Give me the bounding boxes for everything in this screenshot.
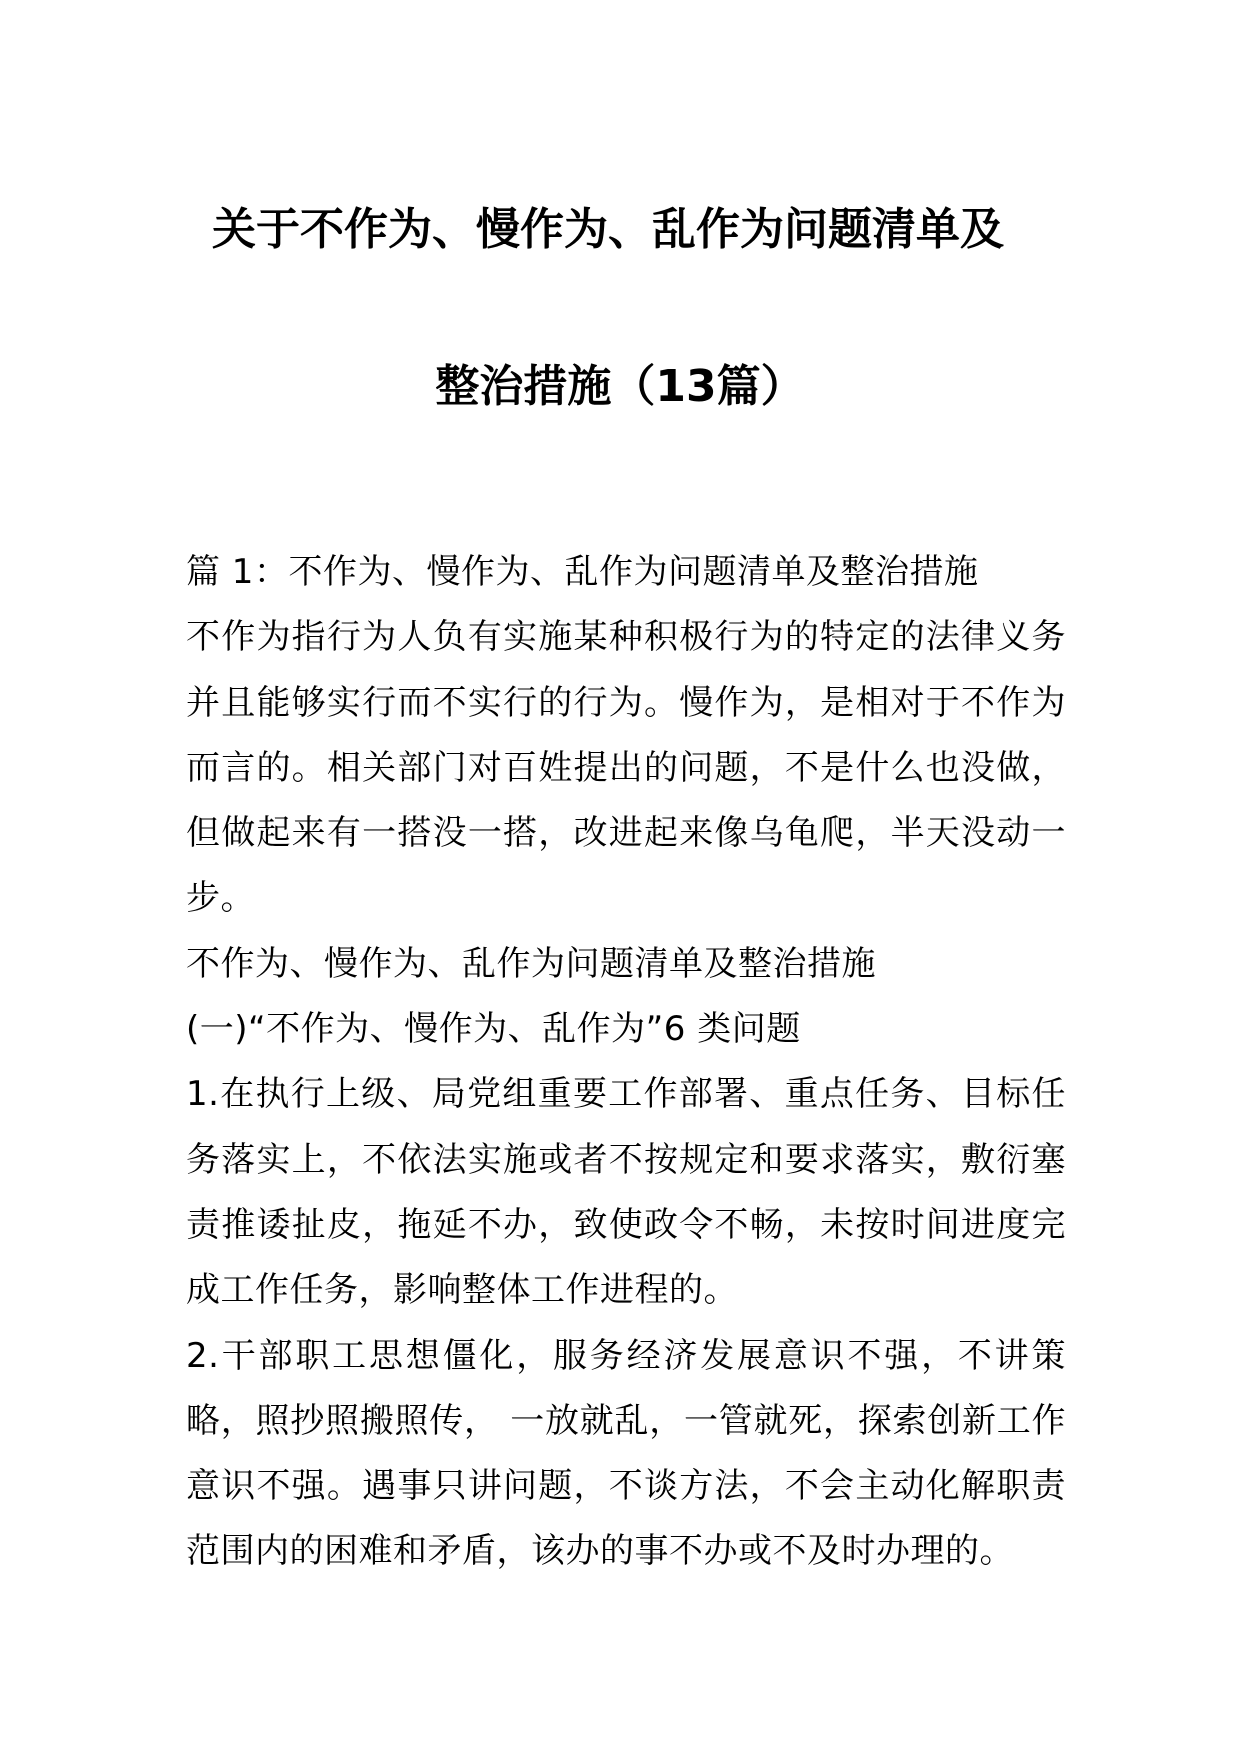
body-paragraph: 不作为指行为人负有实施某种积极行为的特定的法律义务并且能够实行而不实行的行为。慢作为，是相对于不作为而言的。相关部门对百姓提出的问题，不是什么也没做，但做起来有一搭没一搭，改进起来像乌龟爬，半天没动一步。 [186,617,1066,919]
body-paragraph: 2.干部职工思想僵化，服务经济发展意识不强，不讲策略，照抄照搬照传， 一放就乱，一管就死，探索创新工作意识不强。遇事只讲问题，不谈方法，不会主动化解职责范围内的困难和矛盾，该办的事不办或不及时办理的。 [186,1335,1066,1572]
body-paragraph: 1.在执行上级、局党组重要工作部署、重点任务、目标任务落实上，不依法实施或者不按规定和要求落实，敷衍塞责推诿扯皮，拖延不办，致使政令不畅，未按时间进度完成工作任务，影响整体工作进程的。 [186,1074,1066,1311]
subsection-heading: 不作为、慢作为、乱作为问题清单及整治措施 [186,943,876,984]
document-title-line-1: 关于不作为、慢作为、乱作为问题清单及 [212,204,1004,255]
section-heading: 篇 1：不作为、慢作为、乱作为问题清单及整治措施 [186,552,979,592]
document-title-line-2: 整治措施（13篇） [435,361,805,412]
subsection-heading: (一)“不作为、慢作为、乱作为”6 类问题 [186,1009,801,1050]
document-body [186,540,1066,1585]
